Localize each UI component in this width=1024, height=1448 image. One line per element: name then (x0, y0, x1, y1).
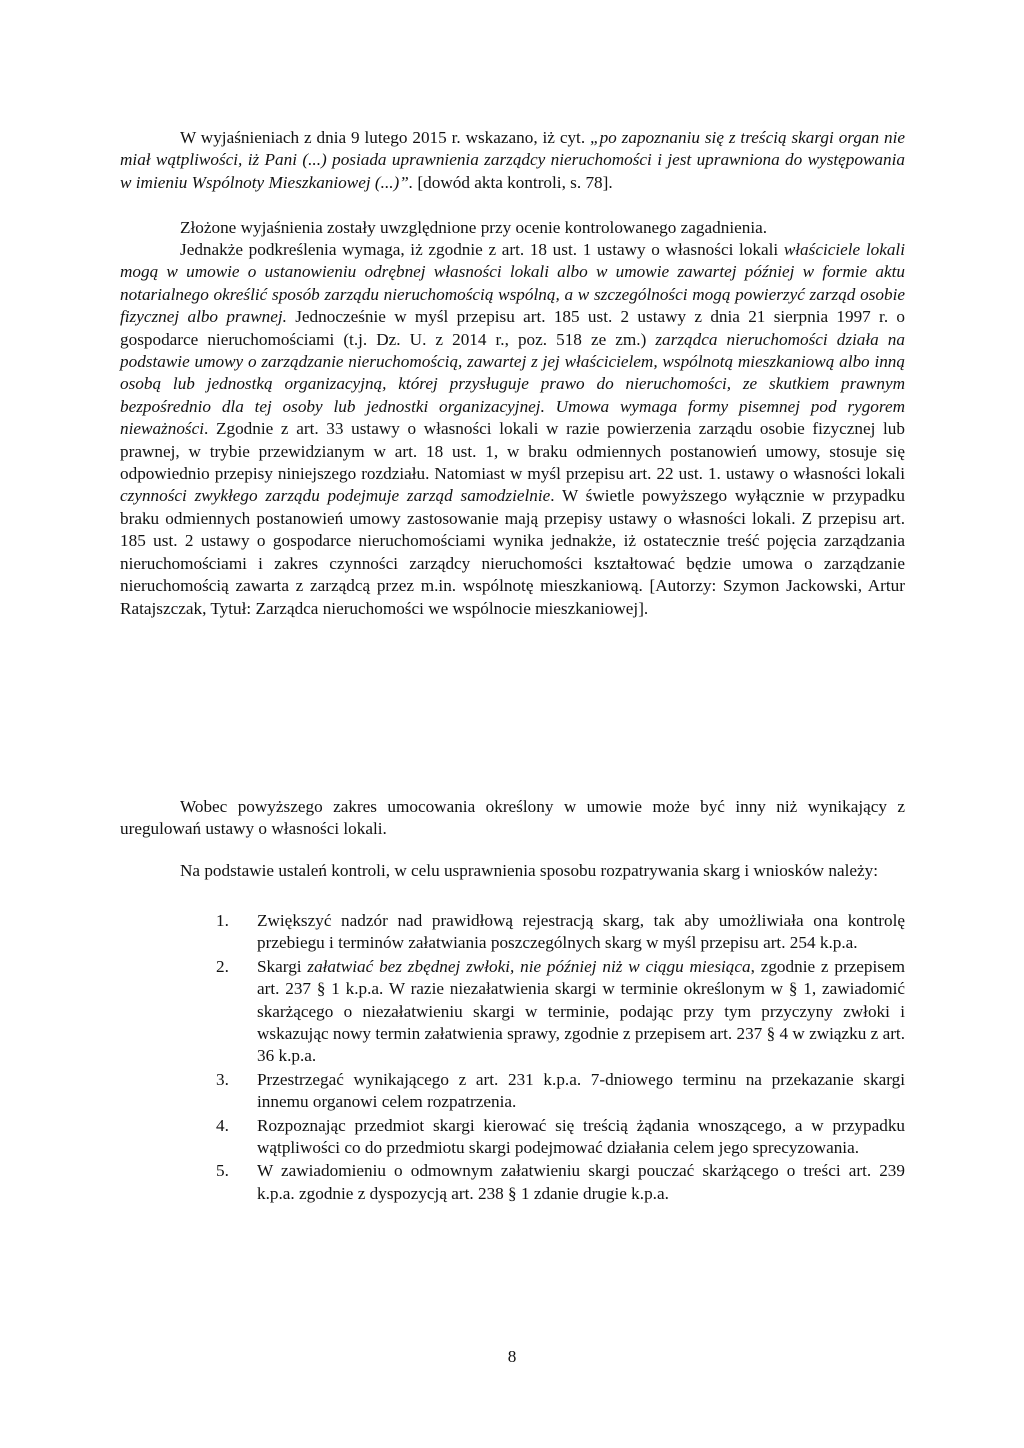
paragraph-legal-basis (120, 239, 905, 620)
list-number: 4. (216, 1115, 229, 1135)
page-number: 8 (507, 1347, 517, 1366)
text-run: . Zgodnie z art. 33 ustawy o własności lokali w razie powierzenia zarządu osobie fizycznej lub prawnej, w trybie przewidzianym w art. 18 ust. 1, w braku odmiennych postanowień umowy, stosuje się odpowiednio przepisy niniejszego rozdziału. Natomiast w myśl przepisu art. 22 ust. 1. ustawy o własności lokali (120, 419, 905, 484)
list-text: Skargi (257, 956, 308, 976)
list-number: 3. (216, 1069, 229, 1089)
paragraph-conclusion: Wobec powyższego zakres umocowania określony w umowie może być inny niż wynikający z uregulowań ustawy o własności lokali. (120, 797, 905, 839)
text-run: . W świetle powyższego wyłącznie w przypadku braku odmiennych postanowień umowy zastosowanie mają przepisy ustawy o własności lokali. Z przepisu art. 185 ust. 2 ustawy o gospodarce nieruchomościami wynika jednakże, iż ostatecznie treść pojęcia zarządzania nieruchomościami i zakres czynności zarządcy nieruchomości kształtować będzie umowa o zarządzanie nieruchomością zawarta z zarządcą przez m.in. wspólnotę mieszkaniową. [Autorzy: Szymon Jackowski, Artur Ratajszczak, Tytuł: Zarządca nieruchomości we wspólnocie mieszkaniowej]. (120, 486, 905, 618)
list-text: W zawiadomieniu o odmownym załatwieniu skargi pouczać skarżącego o treści art. 239 k.p.a. zgodnie z dyspozycją art. 238 § 1 zdanie drugie k.p.a. (257, 1161, 905, 1203)
recommendations-list (120, 910, 905, 1206)
text-run: [dowód akta kontroli, s. 78]. (413, 172, 613, 192)
list-item (120, 1115, 905, 1160)
text-run: Jednocześnie w myśl przepisu art. 185 ust. 2 ustawy z dnia 21 sierpnia 1997 r. o gospodarce nieruchomościami (t.j. Dz. U. z 2014 r., poz. 518 ze zm.) (120, 307, 906, 349)
list-text: Rozpoznając przedmiot skargi kierować się treścią żądania wnoszącego, a w przypadku wątpliwości co do przedmiotu skargi podejmować działania celem jego sprecyzowania. (257, 1115, 905, 1158)
quote-italic: właściciele lokali mogą w umowie o ustanowieniu odrębnej własności lokali albo w umowie zawartej później w formie aktu notarialnego określić sposób zarządu nieruchomością wspólną, a w szczególności mogą powierzyć zarząd osobie fizycznej albo prawnej. (120, 240, 905, 327)
list-item (120, 910, 905, 955)
list-item (120, 1160, 905, 1205)
list-item (120, 956, 905, 1068)
list-number: 1. (216, 911, 229, 930)
paragraph-recommendations-intro: Na podstawie ustaleń kontroli, w celu usprawnienia sposobu rozpatrywania skarg i wniosków należy: (180, 861, 878, 880)
quote-italic: zarządca nieruchomości działa na podstawie umowy o zarządzanie nieruchomością, zawartej z jej właścicielem, wspólnotą mieszkaniową albo inną osobą lub jednostką organizacyjną, której przysługuje prawo do nieruchomości, ze skutkiem prawnym bezpośrednio dla tej osoby lub jednostki organizacyjnej. Umowa wymaga formy pisemnej pod rygorem nieważności (120, 329, 905, 439)
text-run: Jednakże podkreślenia wymaga, iż zgodnie z art. 18 ust. 1 ustawy o własności lokali (180, 240, 784, 259)
paragraph-accepted: Złożone wyjaśnienia zostały uwzględnione przy ocenie kontrolowanego zagadnienia. (180, 218, 768, 237)
list-text: Przestrzegać wynikającego z art. 231 k.p.a. 7-dniowego terminu na przekazanie skargi innemu organowi celem rozpatrzenia. (257, 1069, 905, 1112)
list-item (120, 1069, 905, 1114)
list-text: , zgodnie z przepisem art. 237 § 1 k.p.a. W razie niezałatwienia skargi w terminie określonym w § 1, zawiadomić skarżącego o niezałatwieniu skargi w terminie, podając przy tym przyczyny zwłoki i wskazując nowy termin załatwienia sprawy, zgodnie z przepisem art. 237 § 4 w związku z art. 36 k.p.a. (257, 956, 905, 1066)
list-number: 5. (216, 1161, 229, 1181)
list-text-italic: załatwiać bez zbędnej zwłoki, nie później niż w ciągu miesiąca (307, 956, 751, 976)
paragraph-explanations (120, 127, 905, 194)
list-number: 2. (216, 956, 229, 976)
text-run: W wyjaśnieniach z dnia 9 lutego 2015 r. wskazano, iż cyt. (180, 128, 591, 147)
quote-italic: czynności zwykłego zarządu podejmuje zarząd samodzielnie (120, 486, 551, 506)
list-text: Zwiększyć nadzór nad prawidłową rejestracją skarg, tak aby umożliwiała ona kontrolę przebiegu i terminów załatwiania poszczególnych skarg w myśl przepisu art. 254 k.p.a. (257, 911, 905, 953)
quote-italic: „po zapoznaniu się z treścią skargi organ nie miał wątpliwości, iż Pani (...) posiada uprawnienia zarządcy nieruchomości i jest uprawniona do występowania w imieniu Wspólnoty Mieszkaniowej (...)”. (120, 128, 906, 192)
